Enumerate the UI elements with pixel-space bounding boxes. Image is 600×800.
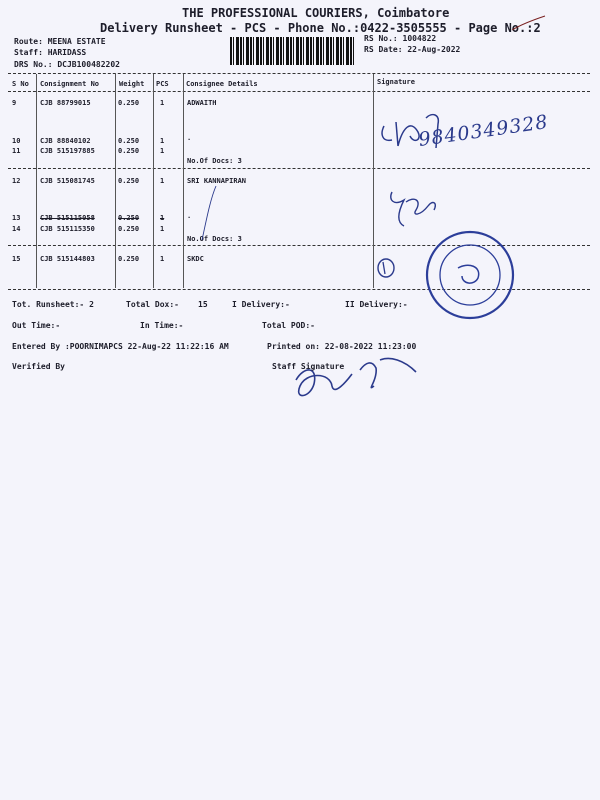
row-15-mark-stroke	[383, 262, 385, 274]
col-header-consignee: Consignee Details	[186, 80, 258, 88]
row-sno: 13	[12, 214, 21, 222]
row-weight: 0.250	[118, 137, 140, 145]
row-consignee: No.Of Docs: 3	[187, 235, 242, 243]
tot-runsheet: Tot. Runsheet:- 2	[12, 300, 94, 309]
row-consignment: CJB 515115350	[40, 225, 95, 233]
staff-signature-label: Staff Signature	[272, 362, 345, 371]
handwritten-phone: 9840349328	[417, 110, 550, 152]
row-weight: 0.250	[118, 147, 140, 155]
rs-number: RS No.: 1004822	[364, 34, 437, 43]
col-header-sno: S No	[12, 80, 29, 88]
rs-date: RS Date: 22-Aug-2022	[364, 45, 461, 54]
i-delivery: I Delivery:-	[232, 300, 290, 309]
route-label: Route: MEENA ESTATE	[14, 37, 106, 46]
row-sno: 12	[12, 177, 21, 185]
row-consignment: CJB 88840102	[40, 137, 91, 145]
signature-row-12	[391, 192, 436, 226]
col-header-signature: Signature	[377, 78, 415, 86]
total-pod: Total POD:-	[262, 321, 315, 330]
row-sno: 10	[12, 137, 21, 145]
entered-by: Entered By :POORNIMAPCS 22-Aug-22 11:22:16 AM	[12, 342, 229, 351]
runsheet-line: Delivery Runsheet - PCS - Phone No.:0422-3505555 - Page No.:2	[100, 21, 541, 35]
row-consignment: CJB 515115058	[40, 214, 95, 222]
row-weight: 0.250	[118, 177, 140, 185]
staff-label: Staff: HARIDASS	[14, 48, 87, 57]
row-pcs: 1	[160, 99, 165, 107]
row-consignment: CJB 515144803	[40, 255, 95, 263]
in-time: In Time:-	[140, 321, 184, 330]
pen-mark	[512, 16, 545, 30]
printed-on: Printed on: 22-08-2022 11:23:00	[267, 342, 417, 351]
row-consignee: .	[187, 212, 192, 220]
row-consignment: CJB 88799015	[40, 99, 91, 107]
col-header-consignment: Consignment No	[40, 80, 100, 88]
row-consignee: No.Of Docs: 3	[187, 157, 242, 165]
row-weight: 0.250	[118, 99, 140, 107]
out-time: Out Time:-	[12, 321, 61, 330]
row-consignment: CJB 515081745	[40, 177, 95, 185]
row-consignee: ADWAITH	[187, 99, 217, 107]
row-15-mark	[378, 259, 394, 277]
pen-stroke	[202, 186, 216, 240]
total-dox-value: 15	[198, 300, 208, 309]
row-sno: 15	[12, 255, 21, 263]
row-sno: 11	[12, 147, 21, 155]
row-pcs: 1	[160, 147, 165, 155]
signature-row-9	[382, 115, 438, 148]
row-consignment: CJB 515197885	[40, 147, 95, 155]
row-pcs: 1	[160, 214, 165, 222]
row-pcs: 1	[160, 177, 165, 185]
col-header-pcs: PCS	[156, 80, 169, 88]
row-sno: 14	[12, 225, 21, 233]
row-consignee: SRI KANNAPIRAN	[187, 177, 247, 185]
drs-number: DRS No.: DCJB100482202	[14, 60, 120, 69]
row-consignee: SKDC	[187, 255, 204, 263]
rubber-stamp	[427, 232, 513, 318]
total-dox-label: Total Dox:-	[126, 300, 179, 309]
row-pcs: 1	[160, 225, 165, 233]
row-weight: 0.250	[118, 214, 140, 222]
row-pcs: 1	[160, 137, 165, 145]
company-title: THE PROFESSIONAL COURIERS, Coimbatore	[182, 6, 450, 20]
row-consignee: .	[187, 134, 192, 142]
row-weight: 0.250	[118, 255, 140, 263]
verified-by: Verified By	[12, 362, 65, 371]
row-sno: 9	[12, 99, 17, 107]
row-pcs: 1	[160, 255, 165, 263]
ii-delivery: II Delivery:-	[345, 300, 408, 309]
row-weight: 0.250	[118, 225, 140, 233]
col-header-weight: Weight	[119, 80, 145, 88]
